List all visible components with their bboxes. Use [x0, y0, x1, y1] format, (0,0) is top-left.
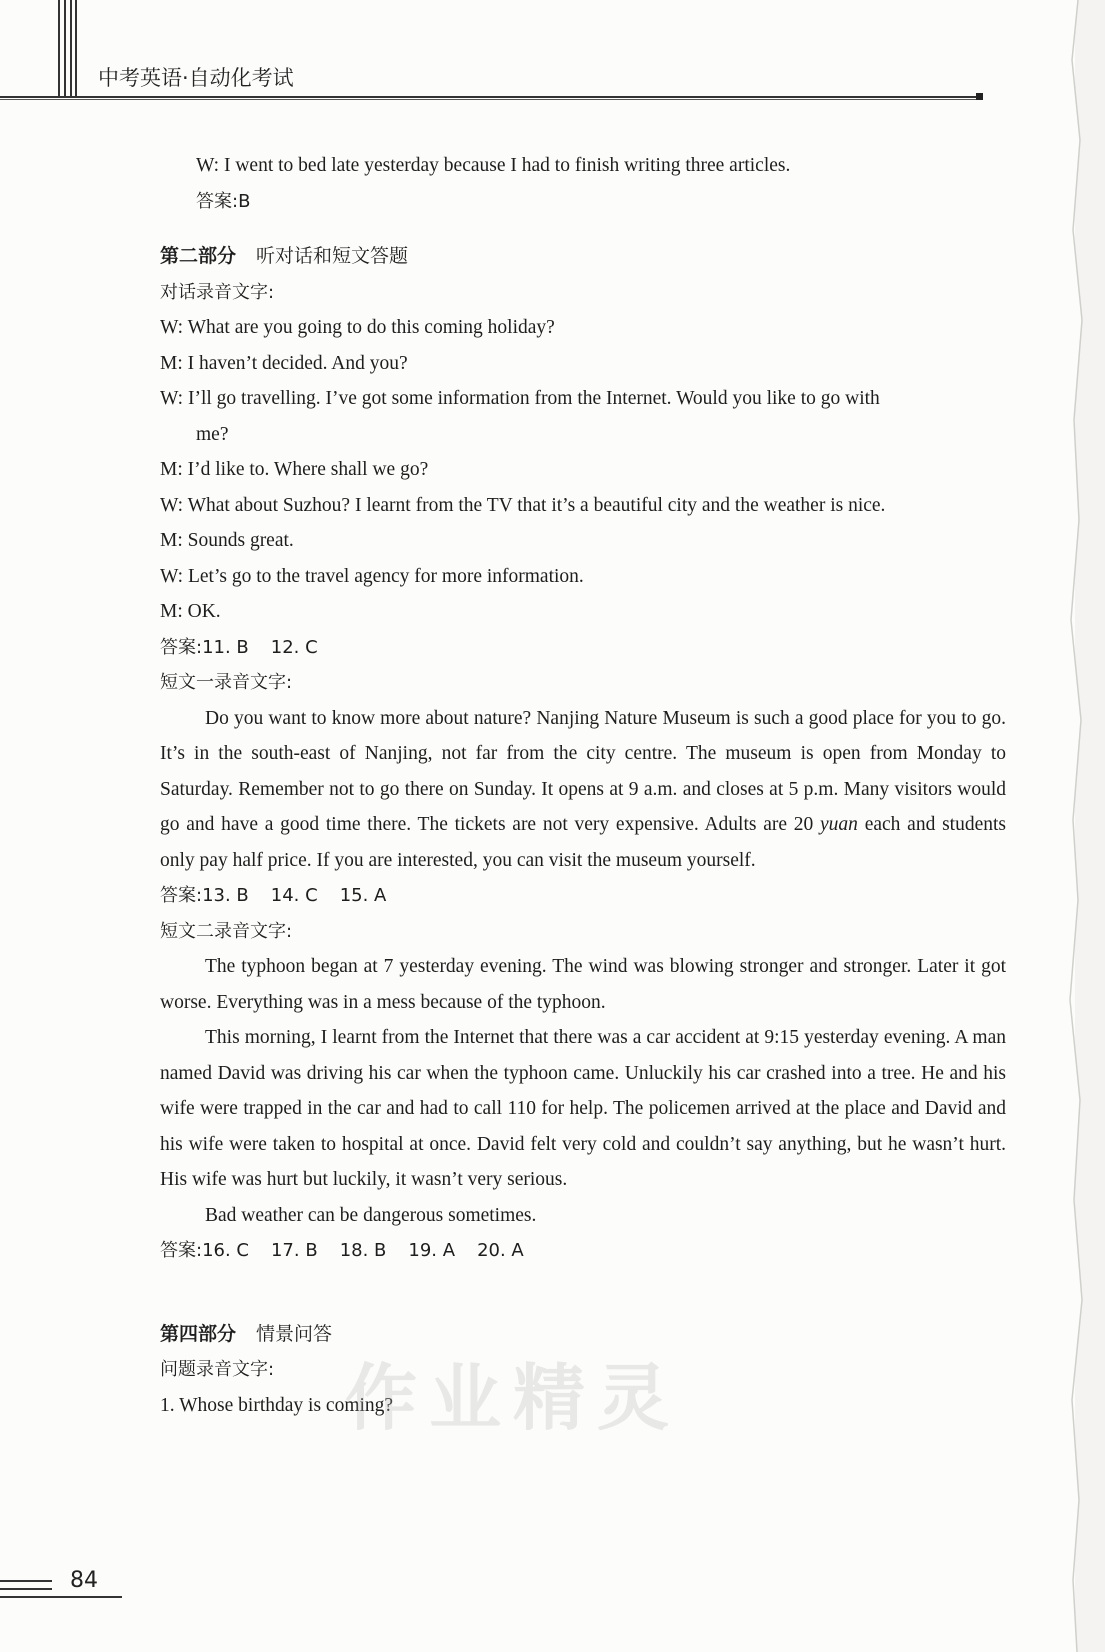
header-rule-secondary: [0, 99, 980, 100]
watermark: 作业精灵: [345, 1356, 682, 1440]
answer-item: 20. A: [477, 1240, 524, 1261]
dialogue-answer: [160, 630, 1006, 666]
passage1-answer: [160, 878, 1006, 914]
question-label: 问题录音文字:: [160, 1359, 275, 1380]
dialogue-line: W: I’ll go travelling. I’ve got some information from the Internet. Would you like to go with: [160, 388, 880, 409]
answer-item: 12. C: [270, 636, 318, 658]
passage2-answer: [160, 1233, 1006, 1269]
answer-item: 15. A: [339, 885, 387, 906]
answer-item: 答案:16. C: [160, 1240, 249, 1261]
dialogue-line: M: I haven’t decided. And you?: [160, 352, 408, 374]
answer-item: 答案:13. B: [160, 885, 249, 906]
passage1-italic-word: yuan: [820, 814, 858, 835]
header-title: 中考英语·自动化考试: [98, 66, 294, 90]
torn-page-edge: [1068, 0, 1105, 1652]
passage2-paragraph: This morning, I learnt from the Internet that there was a car accident at 9:15 yesterday evening. A man named David was driving his car when the typhoon came. Unluckily his car crashed into a tree. He and his wife were trapped in the car and had to call 110 for help. The policemen arrived at the place and David and his wife were taken to hospital at once. David felt very cold and couldn’t say anything, but he wasn’t hurt. His wife was hurt but luckily, it wasn’t very serious.: [160, 1027, 1006, 1190]
dialogue: [160, 310, 1006, 630]
part4-title: 第四部分: [160, 1322, 237, 1345]
dialogue-line: M: I’d like to. Where shall we go?: [160, 459, 429, 480]
page-number: 84: [70, 1568, 98, 1593]
passage1-text-b: each and students only pay half price. If you are interested, you can visit the museum yourself.: [160, 814, 1006, 871]
header-rule-end-mark: [976, 93, 983, 100]
answer-item: 17. B: [270, 1240, 318, 1261]
passage2-label: 短文二录音文字:: [160, 920, 293, 942]
answer-item: 18. B: [339, 1240, 387, 1261]
dialogue-line-continued: me?: [196, 423, 229, 445]
prev-answer: 答案:B: [196, 190, 251, 212]
passage1-text-a: Do you want to know more about nature? Nanjing Nature Museum is such a good place for you to go. It’s in the south-east of Nanjing, not far from the city centre. The museum is open from Monday to Saturday. Remember not to go there on Sunday. It opens at 9 a.m. and closes at 5 p.m. Many visitors would go and have a good time there. The tickets are not very expensive. Adults are 20: [160, 707, 1006, 835]
page-content: [160, 148, 1006, 1423]
part2-heading: [160, 239, 1006, 275]
dialogue-line: M: Sounds great.: [160, 530, 294, 551]
dialogue-line: W: What are you going to do this coming holiday?: [160, 317, 555, 338]
dialogue-label: 对话录音文字:: [160, 281, 275, 303]
passage1-label: 短文一录音文字:: [160, 672, 293, 693]
dialogue-line: W: What about Suzhou? I learnt from the TV that it’s a beautiful city and the weather is nice.: [160, 494, 886, 516]
header-vertical-lines: [58, 0, 78, 98]
answer-item: 19. A: [408, 1240, 456, 1261]
dialogue-line: W: Let’s go to the travel agency for more information.: [160, 565, 584, 587]
question-line: 1. Whose birthday is coming?: [160, 1394, 394, 1416]
part2-subtitle: 听对话和短文答题: [256, 245, 409, 267]
prev-dialogue-line: W: I went to bed late yesterday because I had to finish writing three articles.: [196, 155, 791, 176]
answer-item: 答案:11. B: [160, 636, 249, 658]
header-rule: [0, 96, 980, 98]
dialogue-line: M: OK.: [160, 601, 221, 622]
passage2-paragraph: The typhoon began at 7 yesterday evening. The wind was blowing stronger and stronger. Later it got worse. Everything was in a mess because of the typhoon.: [160, 956, 1006, 1013]
part2-title: 第二部分: [160, 245, 237, 267]
answer-item: 14. C: [270, 885, 318, 906]
passage2-paragraph: Bad weather can be dangerous sometimes.: [205, 1204, 537, 1226]
part4-subtitle: 情景问答: [256, 1322, 333, 1345]
passage1-text: [160, 701, 1006, 879]
